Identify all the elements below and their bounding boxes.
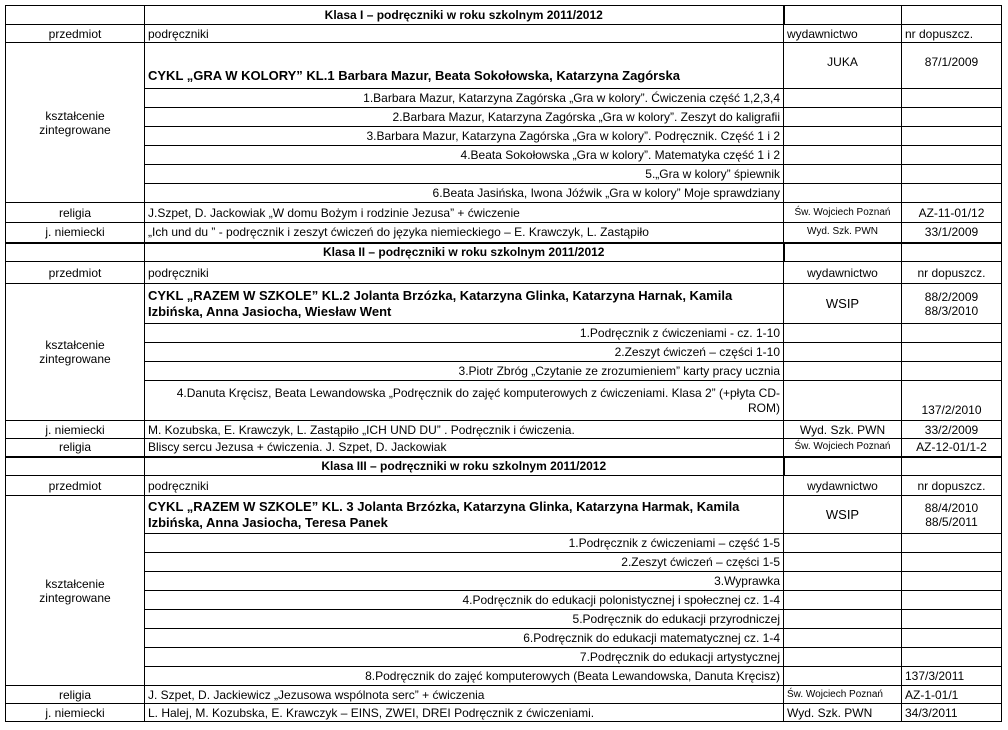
list-item: [6, 146, 1002, 165]
book-item-approval: 137/2/2010: [902, 381, 1002, 421]
header-subject: przedmiot: [6, 476, 145, 496]
publisher-cell: Wyd. Szk. PWN: [784, 421, 902, 439]
books-cell: M. Kozubska, E. Krawczyk, L. Zastąpiło „ICH UND DU” . Podręcznik i ćwiczenia.: [145, 421, 784, 439]
list-item: [6, 165, 1002, 184]
book-item: 1.Podręcznik z ćwiczeniami – część 1-5: [145, 534, 784, 553]
list-item: [6, 667, 1002, 686]
textbook-table: [5, 5, 1002, 722]
list-item: [6, 591, 1002, 610]
cycle-approval: 88/4/2010 88/5/2011: [902, 496, 1002, 534]
book-item: 1.Podręcznik z ćwiczeniami - cz. 1-10: [145, 324, 784, 343]
header-publisher: wydawnictwo: [784, 476, 902, 496]
list-item: [6, 184, 1002, 203]
section-title-row: [6, 457, 1002, 476]
cycle-row: [6, 284, 1002, 324]
header-books: podręczniki: [145, 476, 784, 496]
cycle-title: CYKL „RAZEM W SZKOLE” KL. 3 Jolanta Brzózka, Katarzyna Glinka, Katarzyna Harmak, Kamila Izbińska, Anna Jasiocha, Teresa Panek: [145, 496, 784, 534]
cycle-approval: 87/1/2009: [902, 43, 1002, 89]
cycle-publisher: WSIP: [784, 284, 902, 324]
list-item: [6, 127, 1002, 146]
book-item: 6.Beata Jasińska, Iwona Jóźwik „Gra w kolory” Moje sprawdziany: [145, 184, 784, 203]
cycle-publisher: JUKA: [784, 43, 902, 89]
list-item: [6, 610, 1002, 629]
header-books: podręczniki: [145, 262, 784, 284]
book-item: 6.Podręcznik do edukacji matematycznej cz. 1-4: [145, 629, 784, 648]
subject-integrated: kształcenie zintegrowane: [6, 284, 145, 421]
book-item: 3.Piotr Zbróg „Czytanie ze zrozumieniem” karty pracy ucznia: [145, 362, 784, 381]
book-item: 4.Beata Sokołowska „Gra w kolory”. Matematyka część 1 i 2: [145, 146, 784, 165]
publisher-cell: Św. Wojciech Poznań: [784, 439, 902, 457]
table-row: [6, 421, 1002, 439]
cycle-title: CYKL „GRA W KOLORY” KL.1 Barbara Mazur, Beata Sokołowska, Katarzyna Zagórska: [145, 43, 784, 89]
book-item: 2.Zeszyt ćwiczeń – części 1-5: [145, 553, 784, 572]
book-item: 5.Podręcznik do edukacji przyrodniczej: [145, 610, 784, 629]
approval-cell: AZ-1-01/1: [902, 686, 1002, 704]
subject-cell: j. niemiecki: [6, 223, 145, 243]
subject-integrated: kształcenie zintegrowane: [6, 43, 145, 203]
book-item: 2.Barbara Mazur, Katarzyna Zagórska „Gra w kolory”. Zeszyt do kaligrafii: [145, 108, 784, 127]
section-title: Klasa II – podręczniki w roku szkolnym 2011/2012: [145, 243, 784, 262]
book-item: 4.Danuta Kręcisz, Beata Lewandowska „Podręcznik do zajęć komputerowych z ćwiczeniami. Klasa 2” (+płyta CD-ROM): [145, 381, 784, 421]
header-approval: nr dopuszcz.: [902, 25, 1002, 43]
approval-cell: 33/1/2009: [902, 223, 1002, 243]
table-row: [6, 223, 1002, 243]
books-cell: L. Halej, M. Kozubska, E. Krawczyk – EINS, ZWEI, DREI Podręcznik z ćwiczeniami.: [145, 704, 784, 722]
list-item: [6, 89, 1002, 108]
table-row: [6, 203, 1002, 223]
cycle-approval: 88/2/2009 88/3/2010: [902, 284, 1002, 324]
header-approval: nr dopuszcz.: [902, 476, 1002, 496]
books-cell: „Ich und du ” - podręcznik i zeszyt ćwiczeń do języka niemieckiego – E. Krawczyk, L. Zastąpiło: [145, 223, 784, 243]
section-title: Klasa I – podręczniki w roku szkolnym 2011/2012: [145, 6, 784, 25]
books-cell: J.Szpet, D. Jackowiak „W domu Bożym i rodzinie Jezusa” + ćwiczenie: [145, 203, 784, 223]
cycle-row: [6, 43, 1002, 89]
header-row: [6, 262, 1002, 284]
table-row: [6, 704, 1002, 722]
header-row: [6, 25, 1002, 43]
books-cell: J. Szpet, D. Jackiewicz „Jezusowa wspólnota serc” + ćwiczenia: [145, 686, 784, 704]
table-row: [6, 439, 1002, 457]
header-publisher: wydawnictwo: [784, 262, 902, 284]
cycle-publisher: WSIP: [784, 496, 902, 534]
table-row: [6, 686, 1002, 704]
section-title-row: [6, 6, 1002, 25]
textbook-list-sheet: [5, 5, 1001, 725]
book-item: 5.„Gra w kolory” śpiewnik: [145, 165, 784, 184]
subject-cell: j. niemiecki: [6, 421, 145, 439]
header-approval: nr dopuszcz.: [902, 262, 1002, 284]
approval-cell: 34/3/2011: [902, 704, 1002, 722]
list-item: [6, 629, 1002, 648]
list-item: [6, 381, 1002, 421]
list-item: [6, 572, 1002, 591]
book-item: 3.Wyprawka: [145, 572, 784, 591]
publisher-cell: Św. Wojciech Poznań: [784, 203, 902, 223]
book-item-approval: 137/3/2011: [902, 667, 1002, 686]
publisher-cell: Św. Wojciech Poznań: [784, 686, 902, 704]
header-subject: przedmiot: [6, 25, 145, 43]
books-cell: Bliscy sercu Jezusa + ćwiczenia. J. Szpet, D. Jackowiak: [145, 439, 784, 457]
section-title-row: [6, 243, 1002, 262]
header-subject: przedmiot: [6, 262, 145, 284]
subject-cell: religia: [6, 686, 145, 704]
header-row: [6, 476, 1002, 496]
cycle-title: CYKL „RAZEM W SZKOLE” KL.2 Jolanta Brzózka, Katarzyna Glinka, Katarzyna Harnak, Kamila Izbińska, Anna Jasiocha, Wiesław Went: [145, 284, 784, 324]
book-item: 8.Podręcznik do zajęć komputerowych (Beata Lewandowska, Danuta Kręcisz): [145, 667, 784, 686]
list-item: [6, 648, 1002, 667]
approval-cell: 33/2/2009: [902, 421, 1002, 439]
list-item: [6, 324, 1002, 343]
publisher-cell: Wyd. Szk. PWN: [784, 223, 902, 243]
publisher-cell: Wyd. Szk. PWN: [784, 704, 902, 722]
list-item: [6, 343, 1002, 362]
list-item: [6, 534, 1002, 553]
subject-cell: religia: [6, 203, 145, 223]
book-item: 7.Podręcznik do edukacji artystycznej: [145, 648, 784, 667]
header-publisher: wydawnictwo: [784, 25, 902, 43]
section-title: Klasa III – podręczniki w roku szkolnym 2011/2012: [145, 457, 784, 476]
book-item: 1.Barbara Mazur, Katarzyna Zagórska „Gra w kolory”. Ćwiczenia część 1,2,3,4: [145, 89, 784, 108]
cycle-row: [6, 496, 1002, 534]
approval-cell: AZ-11-01/12: [902, 203, 1002, 223]
book-item: 3.Barbara Mazur, Katarzyna Zagórska „Gra w kolory”. Podręcznik. Część 1 i 2: [145, 127, 784, 146]
approval-cell: AZ-12-01/1-2: [902, 439, 1002, 457]
list-item: [6, 108, 1002, 127]
subject-cell: j. niemiecki: [6, 704, 145, 722]
list-item: [6, 362, 1002, 381]
list-item: [6, 553, 1002, 572]
book-item: 4.Podręcznik do edukacji polonistycznej i społecznej cz. 1-4: [145, 591, 784, 610]
header-books: podręczniki: [145, 25, 784, 43]
book-item: 2.Zeszyt ćwiczeń – części 1-10: [145, 343, 784, 362]
subject-cell: religia: [6, 439, 145, 457]
subject-integrated: kształcenie zintegrowane: [6, 496, 145, 686]
